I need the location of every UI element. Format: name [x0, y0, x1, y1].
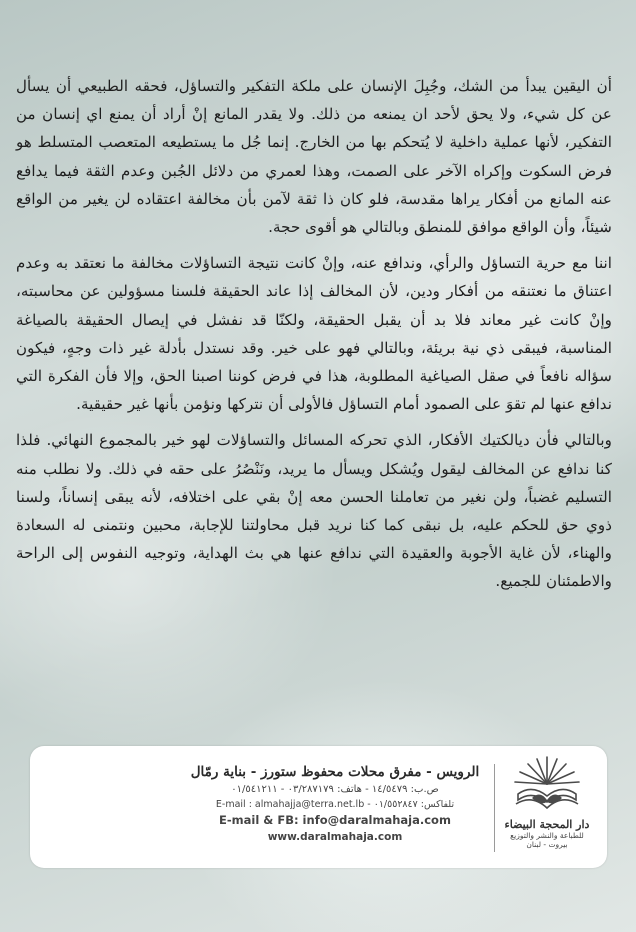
vertical-divider: [494, 764, 495, 852]
website-url: www.daralmahaja.com: [267, 831, 403, 843]
email-fb-line: E-mail & FB: info@daralmahaja.com: [219, 813, 451, 827]
publisher-address: الرويس - مفرق محلات محفوظ ستورز - بناية رمّال: [190, 764, 480, 780]
publisher-info-panel: [30, 746, 607, 868]
sunburst-book-icon: [508, 754, 586, 816]
paragraph-1: أن اليقين يبدأ من الشك، وجُبِلَ الإنسان على ملكة التفكير والتساؤل، فحقه الطبيعي أن يسأل عن كل شيء، ولا يحق لأحد ان يمنعه من ذلك. ولا يقدر المانع إنْ أراد أن يمنع اي إنسان من التفكير، لأنها عملية داخلية لا يُتحكم بها من الخارج. إنما جُل ما يستطيعه المتعصب المتسلط هو فرض السكوت وإكراه الآخر على الصمت، وهذا لعمري من دلائل الجُبن وعدم الثقة فيما يدافع عنه المانع من أفكار يراها مقدسة، فلو كان ذا ثقة لآمن بأن مخالفة اعتقاده لن يغير من الواقع شيئاً، وأن الواقع موافق للمنطق وبالتالي هو أقوى حجة.: [16, 77, 612, 237]
publisher-contact: [180, 762, 490, 845]
fax-number: تلفاكس: ٠١/٥٥٢٨٤٧ -: [367, 799, 455, 810]
paragraph-2: اننا مع حرية التساؤل والرأي، وندافع عنه، وإنْ كانت نتيجة التساؤلات مخالفة ما نعتقد به وعدم اعتناق ما نعتنقه من أفكار ودين، لأن المخالف إذا عاند الحقيقة فلسنا مسؤولين عن محاسبته، وإنْ كانت غير معاند فلا بد أن يقبل الحقيقة، ولكنّا قد نفشل في إيصال الحقيقة بالصياغة المناسبة، فيبقى ذي نية بريئة، وبالتالي فهو على خير. وقد نستدل بأدلة غير ذات وجهٍ، فيكون سؤاله نافعاً في صقل الصياغية المطلوبة، هذا في فرض كوننا اصبنا الحق، وإلا فأن الفكرة التي ندافع عنها لم تقوَ على الصمود أمام التساؤل فالأولى أن نتركها ونؤمن بأنها غير حقيقية.: [16, 254, 612, 414]
phone-line: ص.ب: ١٤/٥٤٧٩ - هاتف: ٠٣/٢٨٧١٧٩ - ٠١/٥٤١٢١١: [231, 784, 439, 795]
paragraph-3: وبالتالي فأن ديالكتيك الأفكار، الذي تحركه المسائل والتساؤلات لهو خير بالمجموع النهائي. فلذا كنا ندافع عن المخالف ليقول ويُشكل ويسأل ما يريد، ونَنْصُرُ على حقه في ذلك. ولا نطلب منه التسليم غضباً، ولن نغير من تعاملنا الحسن معه إنْ بقي على اختلافه، لأنه يبقى إنساناً، ولسنا ذوي حق للحكم عليه، بل نبقى كما كنا نريد قبل محاولتنا للإجابة، محبين ونتمنى له السعادة والهناء، لأن غاية الأجوبة والعقيدة التي ندافع عنها هي بث الهداية، وتوجيه النفوس إلى الراحة والاطمئنان للجميع.: [16, 431, 612, 591]
logo-publisher-name: دار المحجة البيضاء: [504, 818, 590, 831]
logo-location: بيروت - لبنان: [526, 840, 568, 849]
email-address: E-mail : almahajja@terra.net.lb: [215, 799, 365, 810]
publisher-logo: [501, 754, 593, 860]
logo-tagline: للطباعة والنشر والتوزيع: [510, 831, 584, 840]
back-cover-text: [16, 72, 612, 604]
email-fax-line: [180, 798, 490, 812]
